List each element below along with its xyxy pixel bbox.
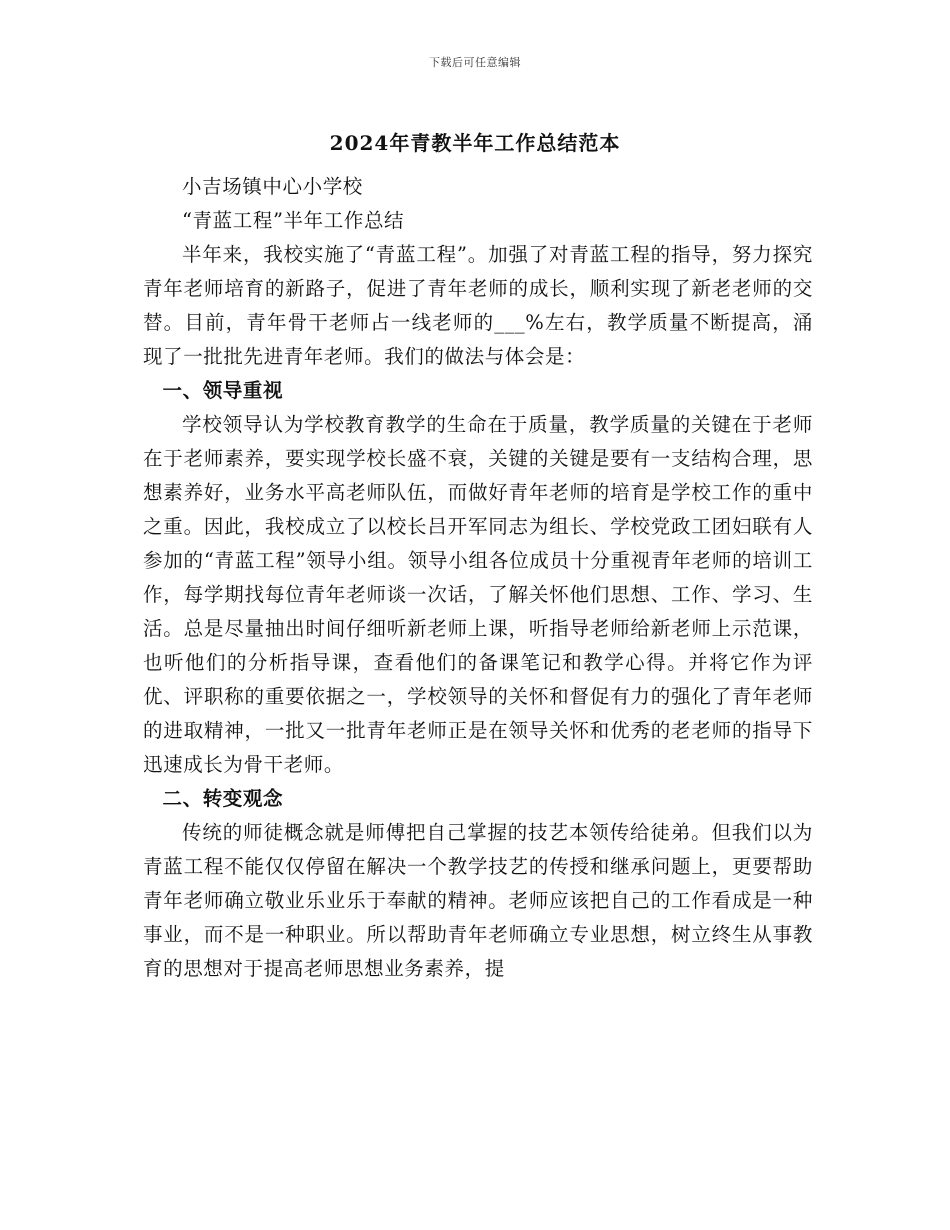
document-title: 2024年青教半年工作总结范本 [329,131,621,155]
header-note: 下载后可任意编辑 [429,56,521,69]
document-body [143,170,813,986]
document-subtitle: “青蓝工程”半年工作总结 [182,209,405,232]
section-paragraph-mindset: 传统的师徒概念就是师傅把自己掌握的技艺本领传给徒弟。但我们以为青蓝工程不能仅仅停留在解决一个教学技艺的传授和继承问题上，更要帮助青年老师确立敬业乐业乐于奉献的精神。老师应该把自己的工作看成是一种事业，而不是一种职业。所以帮助青年老师确立专业思想，树立终生从事教育的思想对于提高老师思想业务素养，提 [143,821,813,980]
intro-paragraph: 半年来，我校实施了“青蓝工程”。加强了对青蓝工程的指导，努力探究青年老师培育的新路子，促进了青年老师的成长，顺利实现了新老老师的交替。目前，青年骨干老师占一线老师的___%左右，教学质量不断提高，涌现了一批批先进青年老师。我们的做法与体会是： [143,243,813,368]
section-paragraph-leadership: 学校领导认为学校教育教学的生命在于质量，教学质量的关键在于老师在于老师素养，要实现学校长盛不衰，关键的关键是要有一支结构合理，思想素养好，业务水平高老师队伍，而做好青年老师的培育是学校工作的重中之重。因此，我校成立了以校长吕开军同志为组长、学校党政工团妇联有人参加的“青蓝工程”领导小组。领导小组各位成员十分重视青年老师的培训工作，每学期找每位青年老师谈一次话，了解关怀他们思想、工作、学习、生活。总是尽量抽出时间仔细听新老师上课，听指导老师给新老师上示范课，也听他们的分析指导课，查看他们的备课笔记和教学心得。并将它作为评优、评职称的重要依据之一，学校领导的关怀和督促有力的强化了青年老师的进取精神，一批又一批青年老师正是在领导关怀和优秀的老老师的指导下迅速成长为骨干老师。 [143,413,813,776]
school-name: 小吉场镇中心小学校 [182,175,363,198]
section-heading-leadership: 一、领导重视 [162,379,284,402]
section-heading-mindset: 二、转变观念 [162,787,284,810]
